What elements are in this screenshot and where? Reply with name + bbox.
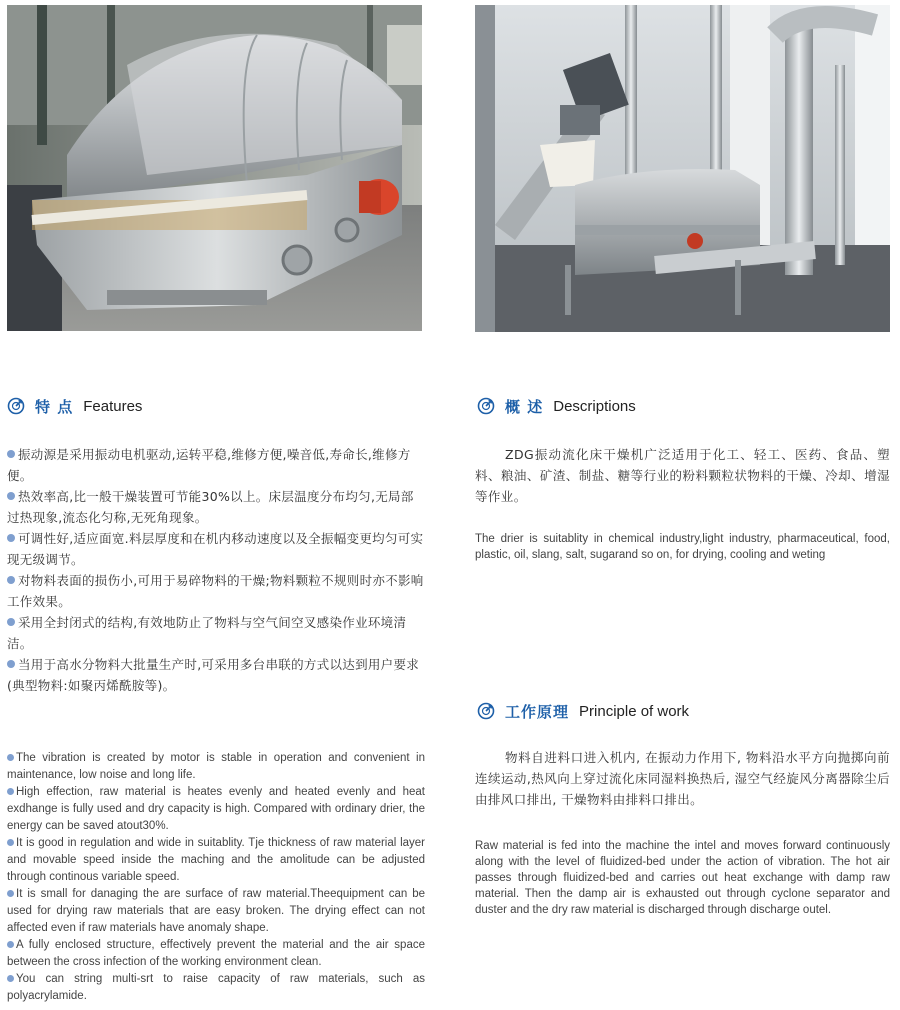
bullet-icon [7,839,14,846]
list-item: 采用全封闭式的结构,有效地防止了物料与空气间空叉感染作业环境清洁。 [7,615,407,651]
list-item: It is good in regulation and wide in suitablity. Tje thickness of raw material layer and movable speed inside the maching and the amolitude can be adjusted through continous variable speed. [7,837,425,883]
features-heading [7,393,142,419]
descriptions-title-cn: 概 述 [505,397,544,416]
list-item: 当用于高水分物料大批量生产时,可采用多台串联的方式以达到用户要求(典型物料:如聚丙烯酰胺等)。 [7,657,420,693]
principle-text-cn: 物料自进料口进入机内, 在振动力作用下, 物料沿水平方向抛掷向前连续运动,热风向上穿过流化床同湿料换热后, 湿空气经旋风分离器除尘后由排风口排出, 干燥物料由排料口排出。 [475,750,890,807]
features-list-en [7,750,425,1005]
bullet-icon [7,941,14,948]
bullet-icon [7,534,15,542]
bullet-icon [7,576,15,584]
descriptions-text-en: The drier is suitablity in chemical industry,light industry, pharmaceutical, food, plastic, oil, slang, salt, sugarand so on, for drying, cooling and weting [475,533,890,561]
bullet-icon [7,450,15,458]
list-item: It is small for danaging the are surface of raw material.Theequipment can be used for drying raw materials that are easy broken. The drying effect can not affected even if raw materials have anomaly shape. [7,888,425,934]
list-item: 热效率高,比一般干燥装置可节能30%以上。床层温度分布均匀,无局部过热现象,流态化匀称,无死角现象。 [7,489,414,525]
principle-title-en: Principle of work [579,702,690,720]
circle-arrow-icon [477,702,495,720]
features-list-cn [7,444,425,696]
bullet-icon [7,618,15,626]
dryer-machine-image [7,5,422,331]
descriptions-title-en: Descriptions [553,397,636,415]
features-title-cn: 特 点 [35,397,74,416]
bullet-icon [7,492,15,500]
dryer-installation-image [475,5,890,332]
circle-arrow-icon [7,397,25,415]
dryer-photo-right [475,5,890,332]
list-item: High effection, raw material is heates evenly and heated evenly and heat exdhange is fully used and dry capacity is high. Compared with ordinary drier, the energy can be saved atout30%. [7,786,425,832]
list-item: A fully enclosed structure, effectively prevent the material and the air space between the cross infection of the working environment clean. [7,939,425,968]
bullet-icon [7,975,14,982]
descriptions-text-cn: ZDG振动流化床干燥机广泛适用于化工、轻工、医药、食品、塑料、粮油、矿渣、制盐、糖等行业的粉料颗粒状物料的干燥、冷却、增湿等作业。 [475,447,890,504]
bullet-icon [7,890,14,897]
principle-text-en: Raw material is fed into the machine the intel and moves forward continuously along with the level of fluidized-bed under the action of vibration. The hot air passes through fluidized-bed and carries out heat exchange with damp raw material. Then the damp air is exhausted out through cyclone separator and duster and the dry raw material is discharged through discharge outel. [475,840,890,916]
list-item: 振动源是采用振动电机驱动,运转平稳,维修方便,噪音低,寿命长,维修方便。 [7,447,411,483]
descriptions-heading [477,393,636,419]
list-item: 对物料表面的损伤小,可用于易碎物料的干燥;物料颗粒不规则时亦不影响工作效果。 [7,573,424,609]
list-item: 可调性好,适应面宽.料层厚度和在机内移动速度以及全振幅变更均匀可实现无级调节。 [7,531,424,567]
list-item: The vibration is created by motor is stable in operation and convenient in maintenance, low noise and long life. [7,752,425,781]
features-title-en: Features [83,397,143,415]
bullet-icon [7,754,14,761]
bullet-icon [7,660,15,668]
dryer-photo-left [7,5,422,331]
principle-title-cn: 工作原理 [505,702,570,721]
list-item: You can string multi-srt to raise capacity of raw materials, such as polyacrylamide. [7,973,425,1002]
bullet-icon [7,788,14,795]
principle-heading [477,698,689,724]
circle-arrow-icon [477,397,495,415]
